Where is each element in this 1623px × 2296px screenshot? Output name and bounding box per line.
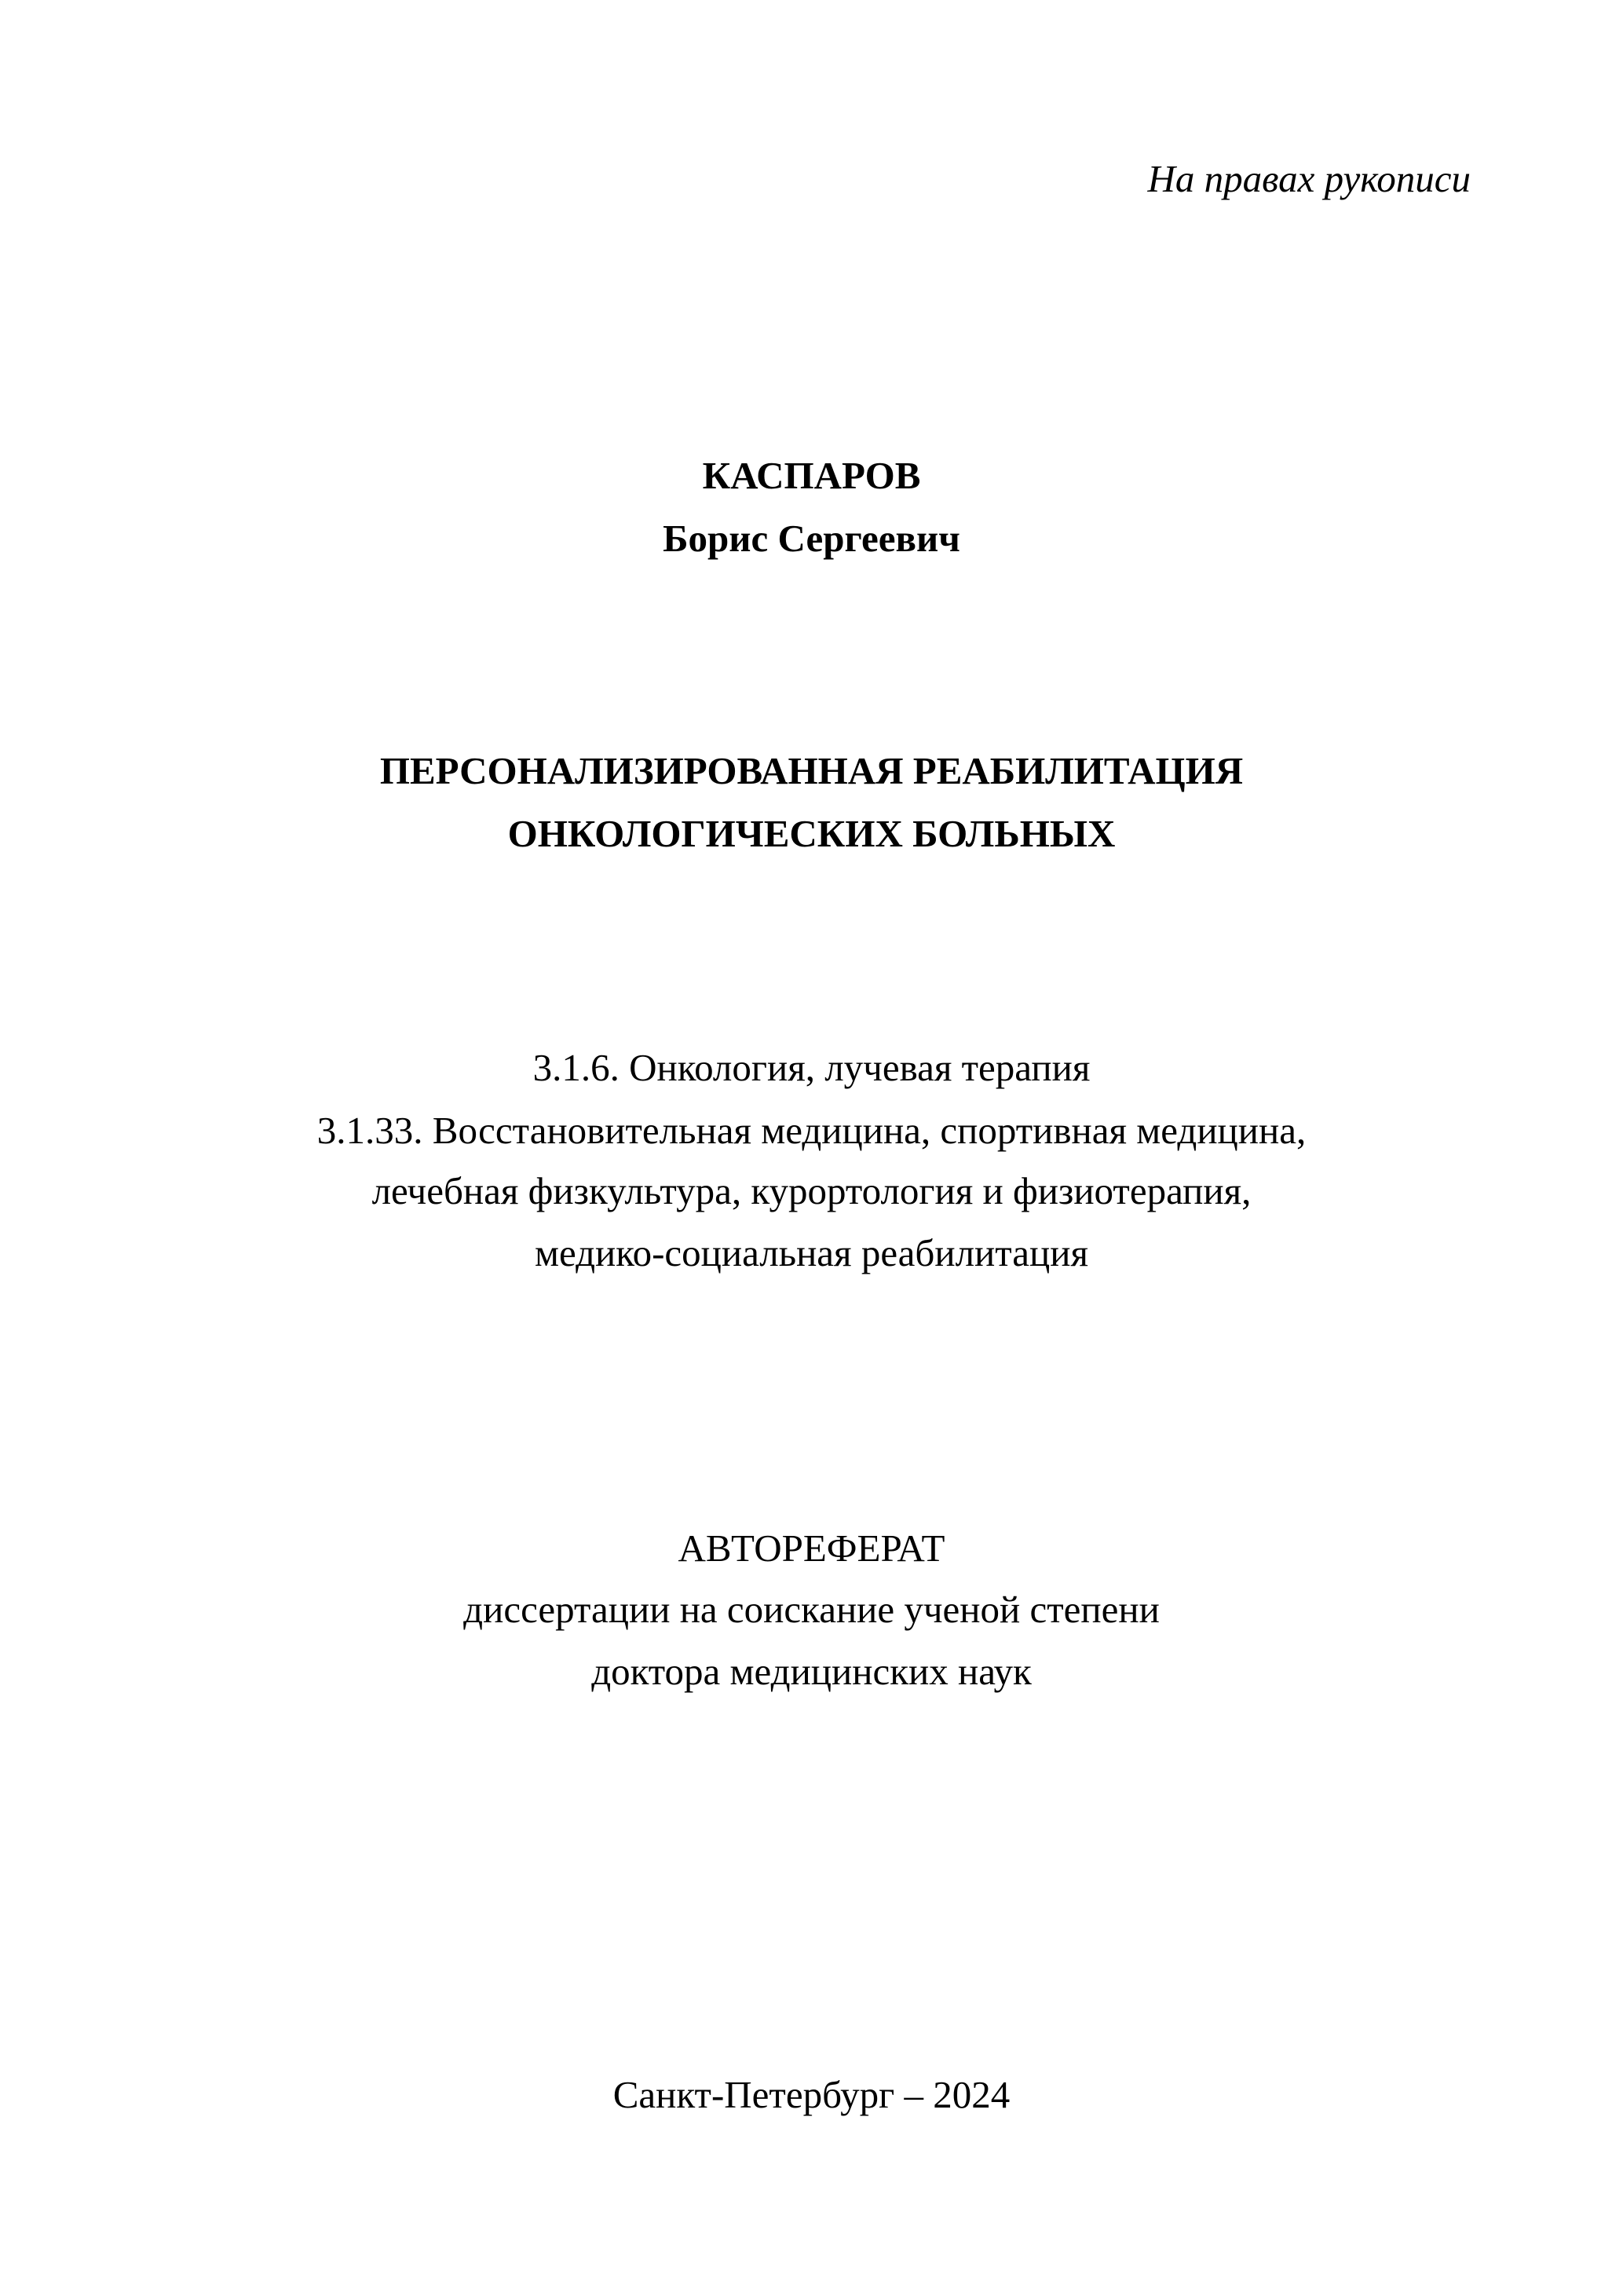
specialty-line-3: лечебная физкультура, курортология и физиотерапия, [371,1169,1252,1212]
specialty-line-2: 3.1.33. Восстановительная медицина, спортивная медицина, [316,1109,1307,1152]
document-type-label: АВТОРЕФЕРАТ [678,1526,945,1570]
specialty-line-1: 3.1.6. Онкология, лучевая терапия [532,1046,1091,1089]
title-line-2: ОНКОЛОГИЧЕСКИХ БОЛЬНЫХ [507,812,1116,855]
author-surname: КАСПАРОВ [702,454,921,497]
document-type-line-2: диссертации на соискание ученой степени [463,1588,1160,1631]
rights-note: На правах рукописи [1147,157,1471,200]
document-type-line-3: доктора медицинских наук [591,1650,1032,1693]
author-given-names: Борис Сергеевич [663,517,960,560]
specialty-line-4: медико-социальная реабилитация [535,1231,1088,1274]
city-year: Санкт-Петербург – 2024 [612,2073,1011,2116]
title-line-1: ПЕРСОНАЛИЗИРОВАННАЯ РЕАБИЛИТАЦИЯ [379,749,1244,792]
